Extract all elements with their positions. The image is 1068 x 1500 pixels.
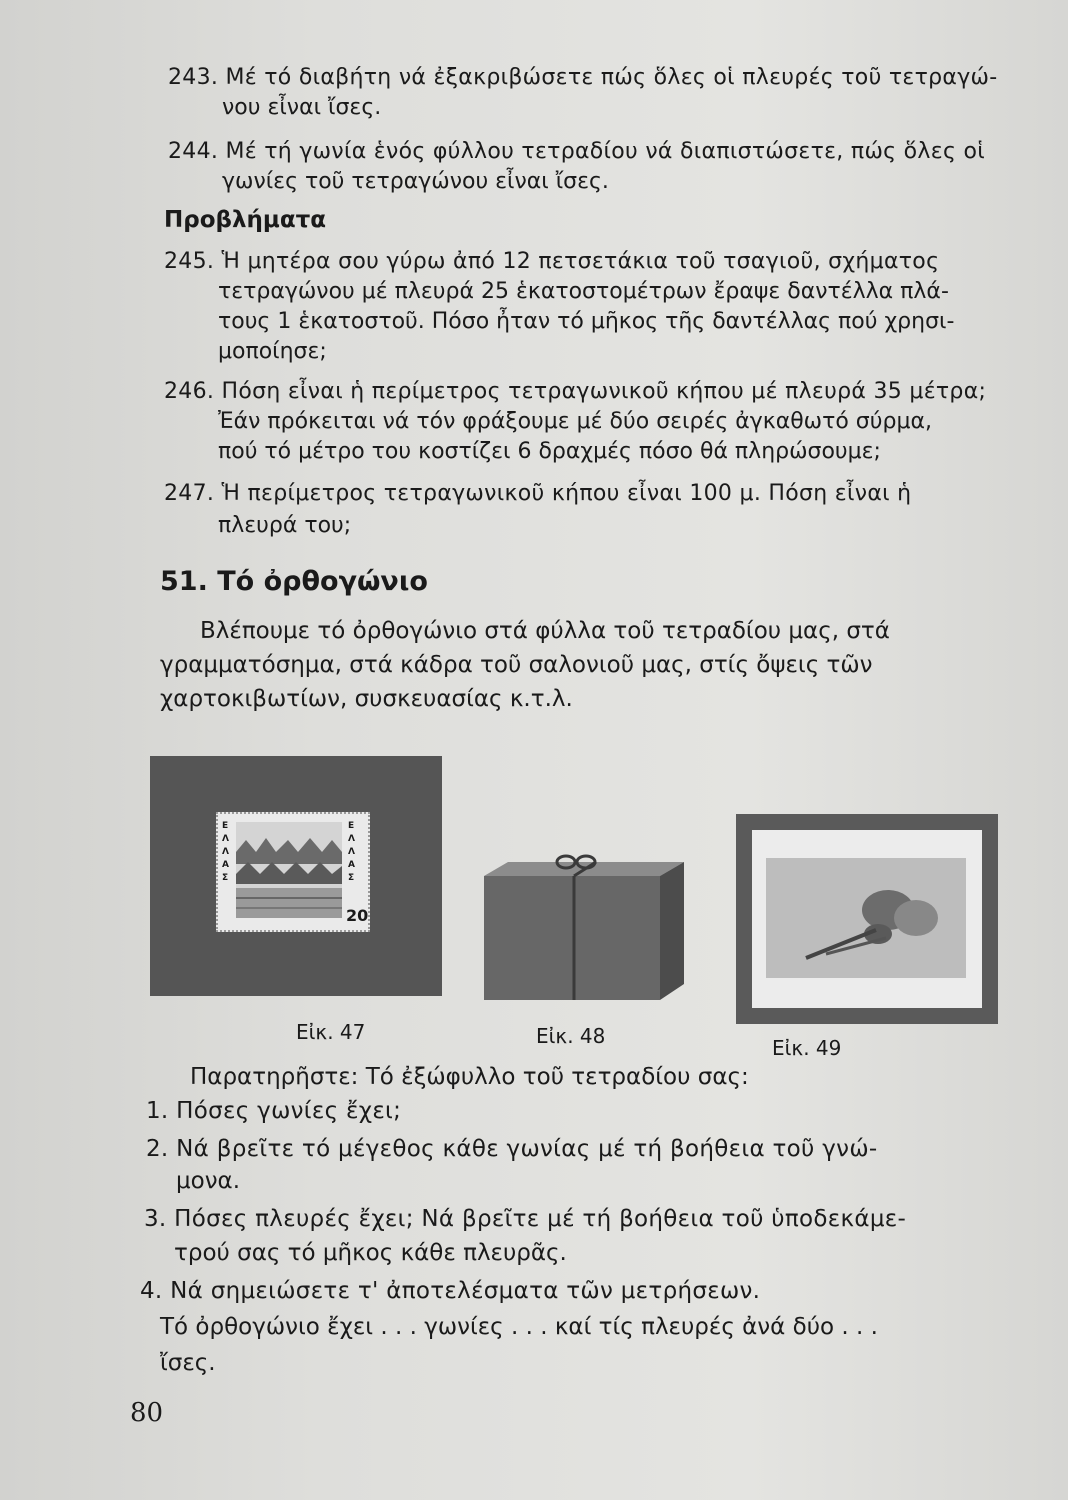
stamp-artwork (236, 822, 342, 918)
task-2-line: μονα. (176, 1168, 241, 1194)
page-number: 80 (130, 1398, 164, 1428)
problem-number: 245. (164, 249, 215, 274)
task-number: 3. (144, 1206, 167, 1232)
problems-heading: Προβλήματα (164, 207, 327, 233)
task-line: Πόσες γωνίες ἔχει; (176, 1098, 402, 1124)
stamp-left-text: ΕΛΛΑΣ (222, 821, 229, 883)
stamp-image (216, 812, 370, 932)
task-1 (146, 1096, 401, 1126)
problem-245-line: τετραγώνου μέ πλευρά 25 ἑκατοστομέτρων ἔραψε δαντέλλα πλά- (218, 279, 949, 304)
problem-246-line: πού τό μέτρο του κοστίζει 6 δραχμές πόσο θά πληρώσουμε; (218, 439, 881, 464)
exercise-243 (168, 64, 1048, 91)
problem-line: Ἡ περίμετρος τετραγωνικοῦ κήπου εἶναι 100 μ. Πόση εἶναι ἡ (221, 481, 912, 506)
problem-line: Ἡ μητέρα σου γύρω ἀπό 12 πετσετάκια τοῦ τσαγιοῦ, σχήματος (221, 249, 940, 274)
exercise-number: 243. (168, 65, 219, 90)
exercise-text: Μέ τή γωνία ἑνός φύλλου τετραδίου νά διαπιστώσετε, πώς ὅλες οἱ (225, 139, 985, 164)
frame-artwork (766, 858, 966, 978)
problem-number: 247. (164, 481, 215, 506)
task-number: 2. (146, 1136, 169, 1162)
task-line: Πόσες πλευρές ἔχει; Νά βρεῖτε μέ τή βοήθεια τοῦ ὑποδεκάμε- (174, 1206, 907, 1232)
observe-label: Παρατηρῆστε: Τό ἐξώφυλλο τοῦ τετραδίου σας: (190, 1064, 749, 1090)
exercise-243-cont: νου εἶναι ἴσες. (222, 95, 382, 120)
task-4-line: Τό ὀρθογώνιο ἔχει . . . γωνίες . . . καί τίς πλευρές ἀνά δύο . . . (160, 1314, 878, 1340)
intro-line: Βλέπουμε τό ὀρθογώνιο στά φύλλα τοῦ τετραδίου μας, στά (200, 618, 890, 644)
intro-line: γραμματόσημα, στά κάδρα τοῦ σαλονιοῦ μας, στίς ὄψεις τῶν (160, 652, 873, 678)
task-number: 1. (146, 1098, 169, 1124)
problem-number: 246. (164, 379, 215, 404)
problem-246 (164, 378, 986, 405)
exercise-number: 244. (168, 139, 219, 164)
stamp-figure (150, 756, 442, 996)
task-3-line: τρού σας τό μῆκος κάθε πλευρᾶς. (174, 1240, 567, 1266)
problem-245-line: μοποίησε; (218, 339, 327, 364)
problem-245 (164, 248, 939, 275)
figure-caption-47: Εἰκ. 47 (296, 1020, 366, 1044)
task-number: 4. (140, 1278, 163, 1304)
task-2 (146, 1134, 877, 1164)
gift-box-figure (480, 854, 696, 1002)
figure-caption-48: Εἰκ. 48 (536, 1024, 606, 1048)
framed-picture-figure (736, 814, 998, 1024)
task-line: Νά βρεῖτε τό μέγεθος κάθε γωνίας μέ τή βοήθεια τοῦ γνώ- (176, 1136, 878, 1162)
exercise-244-cont: γωνίες τοῦ τετραγώνου εἶναι ἴσες. (222, 169, 609, 194)
intro-line: χαρτοκιβωτίων, συσκευασίας κ.τ.λ. (160, 686, 573, 712)
problem-line: Πόση εἶναι ἡ περίμετρος τετραγωνικοῦ κήπου μέ πλευρά 35 μέτρα; (221, 379, 987, 404)
section-title: 51. Τό ὀρθογώνιο (160, 566, 428, 597)
problem-247 (164, 480, 911, 507)
exercise-244 (168, 138, 1048, 165)
task-line: Νά σημειώσετε τ' ἀποτελέσματα τῶν μετρήσεων. (170, 1278, 761, 1304)
frame-mat (752, 830, 982, 1008)
problem-246-line: Ἐάν πρόκειται νά τόν φράξουμε μέ δύο σειρές ἀγκαθωτό σύρμα, (218, 409, 932, 434)
task-4-line: ἴσες. (160, 1350, 216, 1376)
stamp-right-text: ΕΛΛΑΣ (348, 821, 355, 883)
task-4 (140, 1276, 760, 1306)
figure-caption-49: Εἰκ. 49 (772, 1036, 842, 1060)
problem-247-line: πλευρά του; (218, 513, 352, 538)
problem-245-line: τους 1 ἑκατοστοῦ. Πόσο ἦταν τό μῆκος τῆς δαντέλλας πού χρησι- (218, 309, 955, 334)
exercise-text: Μέ τό διαβήτη νά ἐξακριβώσετε πώς ὅλες οἱ πλευρές τοῦ τετραγώ- (225, 65, 998, 90)
task-3 (144, 1204, 906, 1234)
stamp-value: 20 (346, 906, 369, 925)
